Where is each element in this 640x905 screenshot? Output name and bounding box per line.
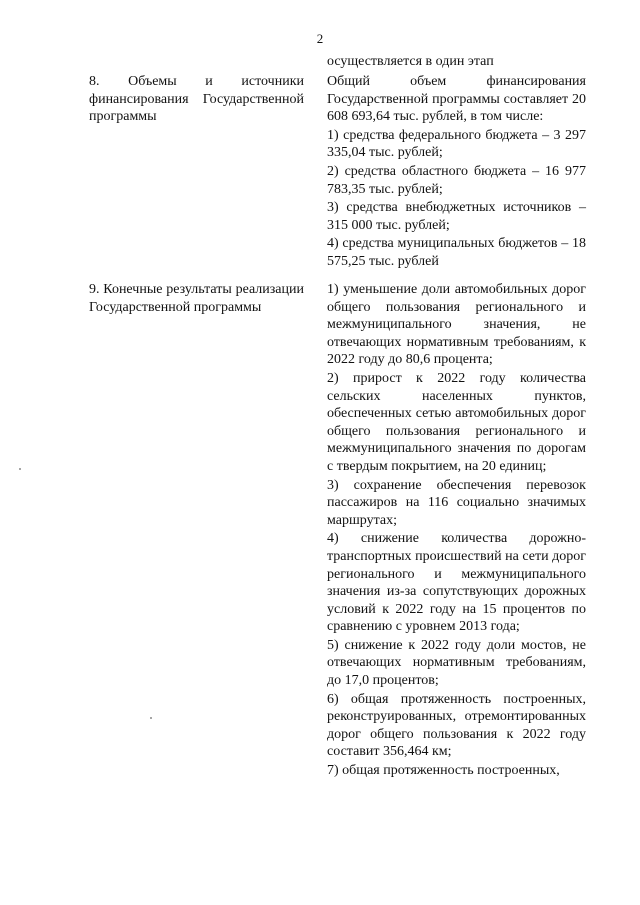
financing-total: Общий объем финансирования Государственной программы составляет 20 608 693,64 тыс. рублей, в том числе: [327,74,586,125]
result-item-7: 7) общая протяженность построенных, [327,763,560,779]
result-item-2: 2) прирост к 2022 году количества сельских населенных пунктов, обеспеченных сетью автомобильных дорог общего пользования регионального и межмуниципального значения по дорогам с твердым покрытием, на 20 единиц; [327,370,586,474]
result-item-4: 4) снижение количества дорожно-транспортных происшествий на сети дорог регионального и межмуниципального значения из-за сопутствующих дорожных условий к 2022 году на 15 процентов по сравнению с уровнем 2013 года; [327,531,586,635]
page-number: 2 [316,31,324,46]
scan-speck [150,717,152,719]
financing-federal: 1) средства федерального бюджета – 3 297 335,04 тыс. рублей; [327,127,586,161]
financing-municipal: 4) средства муниципальных бюджетов – 18 575,25 тыс. рублей [327,236,586,269]
result-item-1: 1) уменьшение доли автомобильных дорог общего пользования регионального и межмуниципального значения, не отвечающих нормативным требованиям, к 2022 году до 80,6 процента; [327,282,586,368]
result-item-6: 6) общая протяженность построенных, реконструированных, отремонтированных дорог общего пользования к 2022 году составит 356,464 км; [327,691,586,760]
results-label: 9. Конечные результаты реализации Государственной программы [89,282,304,315]
stages-value [327,53,586,71]
result-item-3: 3) сохранение обеспечения перевозок пассажиров на 116 социально значимых маршрутах; [327,477,586,528]
financing-value [327,73,586,271]
financing-regional: 2) средства областного бюджета – 16 977 783,35 тыс. рублей; [327,163,586,197]
financing-label: 8. Объемы и источники финансирования Государственной программы [89,74,304,125]
results-value [327,281,586,780]
stages-text: осуществляется в один этап [327,54,494,69]
scan-speck [19,468,21,470]
result-item-5: 5) снижение к 2022 году доли мостов, не отвечающих нормативным требованиям, до 17,0 процентов; [327,637,586,689]
financing-extrabudgetary: 3) средства внебюджетных источников – 315 000 тыс. рублей; [327,200,586,233]
